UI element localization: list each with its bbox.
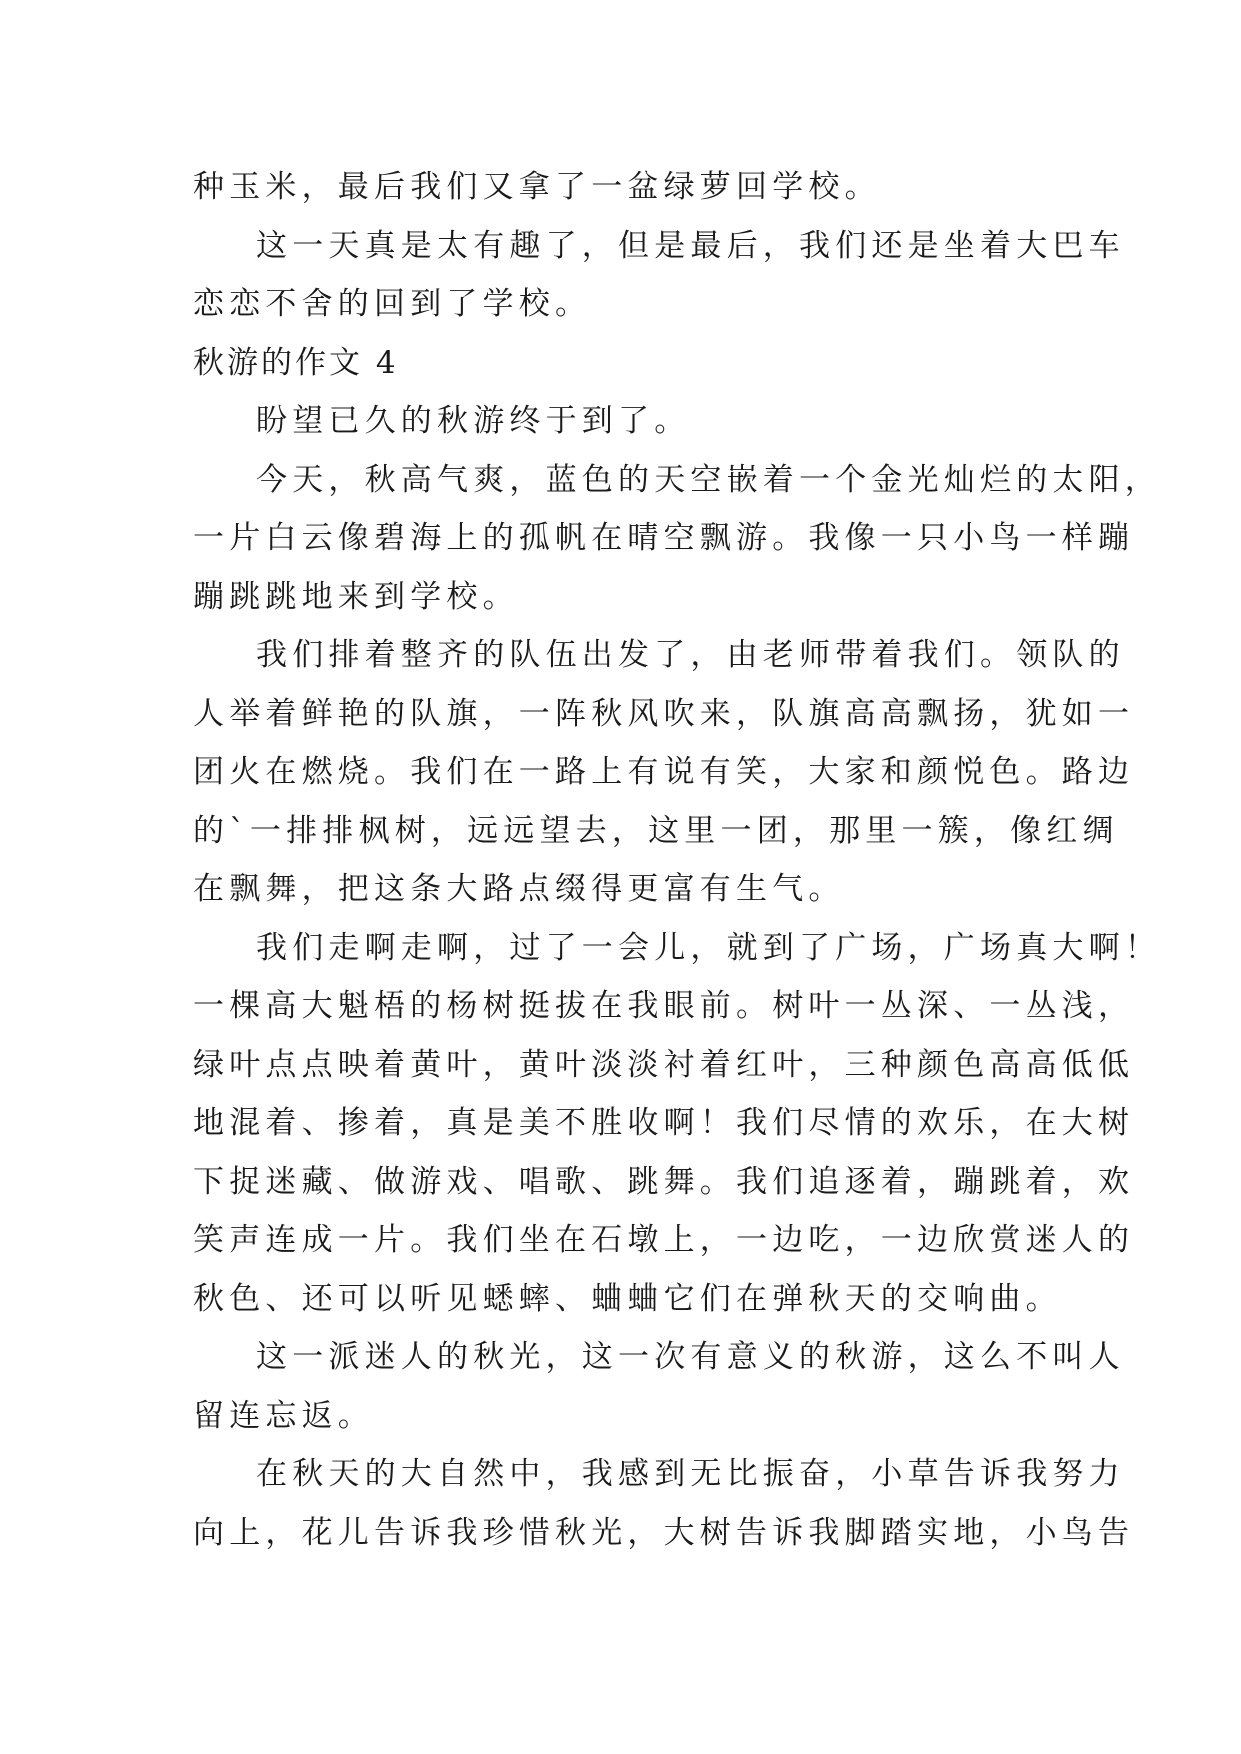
text-line: 向上，花儿告诉我珍惜秋光，大树告诉我脚踏实地，小鸟告 <box>193 1514 1135 1551</box>
text-line: 笑声连成一片。我们坐在石墩上，一边吃，一边欣赏迷人的 <box>193 1222 1135 1258</box>
paragraph-start-line: 盼望已久的秋游终于到了。 <box>256 403 691 439</box>
text-line: 人举着鲜艳的队旗，一阵秋风吹来，队旗高高飘扬，犹如一 <box>193 695 1135 732</box>
text-line: 恋恋不舍的回到了学校。 <box>193 286 592 322</box>
document-page <box>193 158 1161 1562</box>
paragraph-start-line: 今天，秋高气爽，蓝色的天空嵌着一个金光灿烂的太阳， <box>256 461 1161 498</box>
text-line: 秋色、还可以听见蟋蟀、蛐蛐它们在弹秋天的交响曲。 <box>193 1280 1062 1317</box>
text-line: 的`一排排枫树，远远望去，这里一团，那里一簇，像红绸 <box>193 812 1119 849</box>
paragraph-start-line: 我们走啊走啊，过了一会儿，就到了广场，广场真大啊！ <box>256 929 1161 966</box>
section-heading: 秋游的作文 4 <box>193 344 399 381</box>
text-line: 下捉迷藏、做游戏、唱歌、跳舞。我们追逐着，蹦跳着，欢 <box>193 1163 1135 1200</box>
text-line: 蹦跳跳地来到学校。 <box>193 578 519 615</box>
paragraph-start-line: 这一派迷人的秋光，这一次有意义的秋游，这么不叫人 <box>256 1339 1125 1375</box>
text-line: 地混着、掺着，真是美不胜收啊！我们尽情的欢乐，在大树 <box>193 1105 1135 1141</box>
paragraph-start-line: 这一天真是太有趣了，但是最后，我们还是坐着大巴车 <box>256 227 1125 264</box>
text-line: 一片白云像碧海上的孤帆在晴空飘游。我像一只小鸟一样蹦 <box>193 520 1135 556</box>
paragraph-start-line: 我们排着整齐的队伍出发了，由老师带着我们。领队的 <box>256 637 1125 673</box>
text-line: 绿叶点点映着黄叶，黄叶淡淡衬着红叶，三种颜色高高低低 <box>193 1046 1135 1083</box>
text-line: 留连忘返。 <box>193 1397 374 1434</box>
text-line: 种玉米，最后我们又拿了一盆绿萝回学校。 <box>193 169 881 205</box>
text-line: 团火在燃烧。我们在一路上有说有笑，大家和颜悦色。路边 <box>193 754 1135 790</box>
paragraph-start-line: 在秋天的大自然中，我感到无比振奋，小草告诉我努力 <box>256 1456 1125 1492</box>
text-line: 在飘舞，把这条大路点缀得更富有生气。 <box>193 871 845 907</box>
text-line: 一棵高大魁梧的杨树挺拔在我眼前。树叶一丛深、一丛浅， <box>193 988 1135 1024</box>
